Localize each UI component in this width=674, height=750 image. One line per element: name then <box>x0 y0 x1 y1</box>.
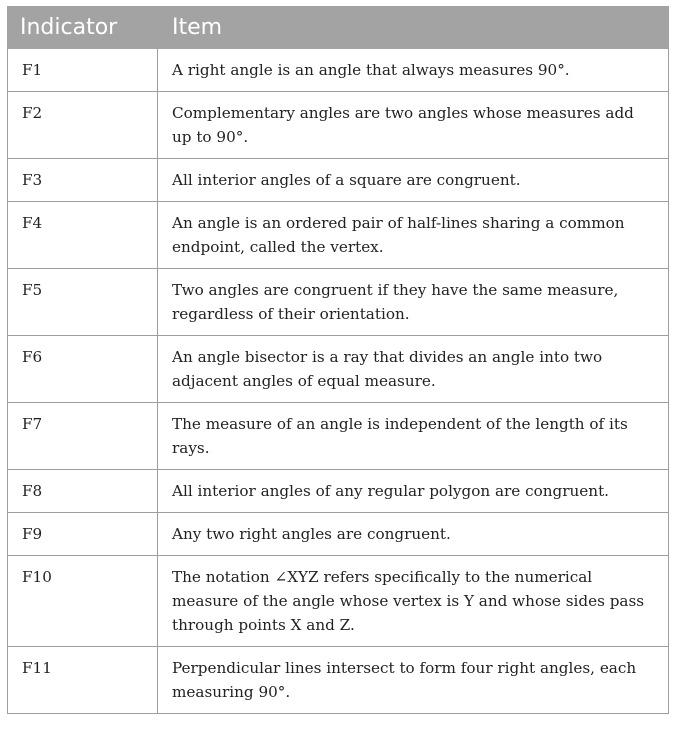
indicator-cell: F2 <box>8 92 158 159</box>
item-cell: The notation ∠XYZ refers specifically to the numerical measure of the angle whose vertex is Y and whose sides pass through points X and Z. <box>158 556 669 647</box>
table-body <box>8 49 669 714</box>
indicator-cell: F9 <box>8 513 158 556</box>
indicator-cell: F6 <box>8 336 158 403</box>
item-cell: An angle bisector is a ray that divides an angle into two adjacent angles of equal measure. <box>158 336 669 403</box>
table-row <box>8 556 669 647</box>
table-row <box>8 403 669 470</box>
table-row <box>8 49 669 92</box>
indicator-cell: F3 <box>8 159 158 202</box>
table-row <box>8 647 669 714</box>
table-row <box>8 336 669 403</box>
item-cell: All interior angles of a square are congruent. <box>158 159 669 202</box>
indicator-table <box>7 6 669 714</box>
table-row <box>8 470 669 513</box>
table-row <box>8 92 669 159</box>
table-row <box>8 159 669 202</box>
indicator-cell: F1 <box>8 49 158 92</box>
item-cell: Perpendicular lines intersect to form four right angles, each measuring 90°. <box>158 647 669 714</box>
indicator-cell: F4 <box>8 202 158 269</box>
indicator-cell: F11 <box>8 647 158 714</box>
indicator-cell: F5 <box>8 269 158 336</box>
indicator-cell: F8 <box>8 470 158 513</box>
indicator-table-container <box>7 6 668 714</box>
item-cell: An angle is an ordered pair of half-lines sharing a common endpoint, called the vertex. <box>158 202 669 269</box>
item-cell: Complementary angles are two angles whose measures add up to 90°. <box>158 92 669 159</box>
table-row <box>8 513 669 556</box>
header-indicator: Indicator <box>8 7 158 49</box>
item-cell: Any two right angles are congruent. <box>158 513 669 556</box>
table-header <box>8 7 669 49</box>
indicator-cell: F10 <box>8 556 158 647</box>
item-cell: The measure of an angle is independent of the length of its rays. <box>158 403 669 470</box>
header-item: Item <box>158 7 669 49</box>
indicator-cell: F7 <box>8 403 158 470</box>
header-row <box>8 7 669 49</box>
item-cell: A right angle is an angle that always measures 90°. <box>158 49 669 92</box>
table-row <box>8 269 669 336</box>
item-cell: All interior angles of any regular polygon are congruent. <box>158 470 669 513</box>
table-row <box>8 202 669 269</box>
item-cell: Two angles are congruent if they have the same measure, regardless of their orientation. <box>158 269 669 336</box>
